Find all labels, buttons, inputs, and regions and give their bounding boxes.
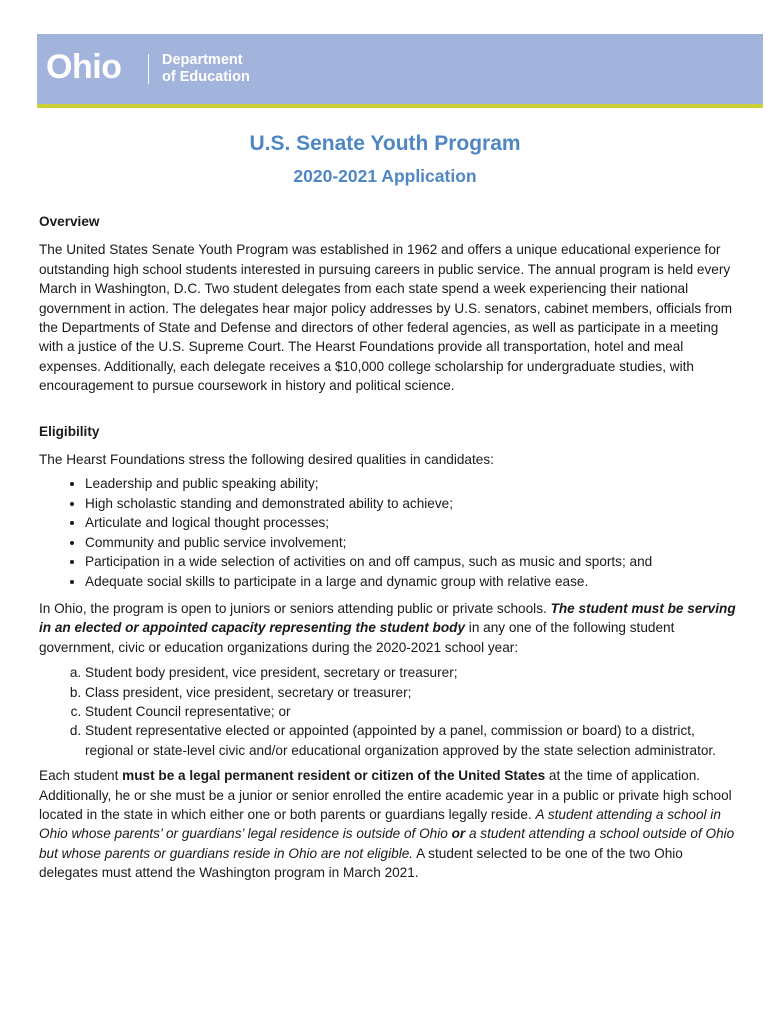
list-item: d. Student representative elected or appointed (appointed by a panel, commission or board) to a district, regional or state-level civic and/or educational organization approved by the state selection administrator. [85,721,739,760]
list-item: b. Class president, vice president, secretary or treasurer; [85,683,739,702]
list-item: • Articulate and logical thought processes; [85,513,739,532]
overview-paragraph: The United States Senate Youth Program was established in 1962 and offers a unique educational experience for outstanding high school students interested in pursuing careers in public service. The annual program is held every March in Washington, D.C. Two student delegates from each state spend a week experiencing their national government in action. The delegates hear major policy addresses by U.S. senators, cabinet members, officials from the Departments of State and Defense and directors of other federal agencies, as well as participate in a meeting with a justice of the U.S. Supreme Court. The Hearst Foundations provide all transportation, hotel and meal expenses. Additionally, each delegate receives a $10,000 college scholarship for undergraduate studies, with encouragement to pursue coursework in history and political science. [39,242,733,394]
page-subtitle: 2020-2021 Application [293,166,477,186]
qualities-list [39,474,739,590]
list-item: • Community and public service involvement; [85,533,739,552]
overview-heading: Overview [39,214,100,229]
list-item: • Adequate social skills to participate in a large and dynamic group with relative ease. [85,572,739,591]
eligibility-heading: Eligibility [39,423,100,439]
positions-list [39,663,739,760]
list-item: c. Student Council representative; or [85,702,739,721]
department-name [162,52,250,86]
ohio-logo: Ohio [46,48,122,86]
eligibility-intro: The Hearst Foundations stress the following desired qualities in candidates: [39,452,494,468]
residency-paragraph: Each student must be a legal permanent resident or citizen of the United States at the time of application. Additionally, he or she must be a junior or senior enrolled the entire academic year in a public or private high school located in the state in which either one or both parents or guardians legally reside. A student attending a school in Ohio whose parents’ or guardians’ legal residence is outside of Ohio or a student attending a school outside of Ohio but whose parents or guardians reside in Ohio are not eligible. A student selected to be one of the two Ohio delegates must attend the Washington program in March 2021. [39,768,735,881]
capacity-requirement: The student must be serving in an elected or appointed capacity representing the student body [39,600,736,636]
list-item: a. Student body president, vice president, secretary or treasurer; [85,663,739,682]
document-body [39,212,739,883]
list-item: • Leadership and public speaking ability; [85,474,739,493]
list-item: • Participation in a wide selection of activities on and off campus, such as music and sports; and [85,552,739,571]
list-item: • High scholastic standing and demonstrated ability to achieve; [85,494,739,513]
department-line-1: Department [162,52,243,68]
residency-requirement: must be a legal permanent resident or citizen of the United States [122,768,546,784]
logo-divider [148,54,149,84]
ohio-eligibility-paragraph: In Ohio, the program is open to juniors or seniors attending public or private schools. The student must be serving in an elected or appointed capacity representing the student body in any one of the following student government, civic or education organizations during the 2020-2021 school year: [39,600,736,655]
page-title: U.S. Senate Youth Program [249,132,521,155]
header-banner [37,34,763,108]
department-line-2: of Education [162,69,250,85]
